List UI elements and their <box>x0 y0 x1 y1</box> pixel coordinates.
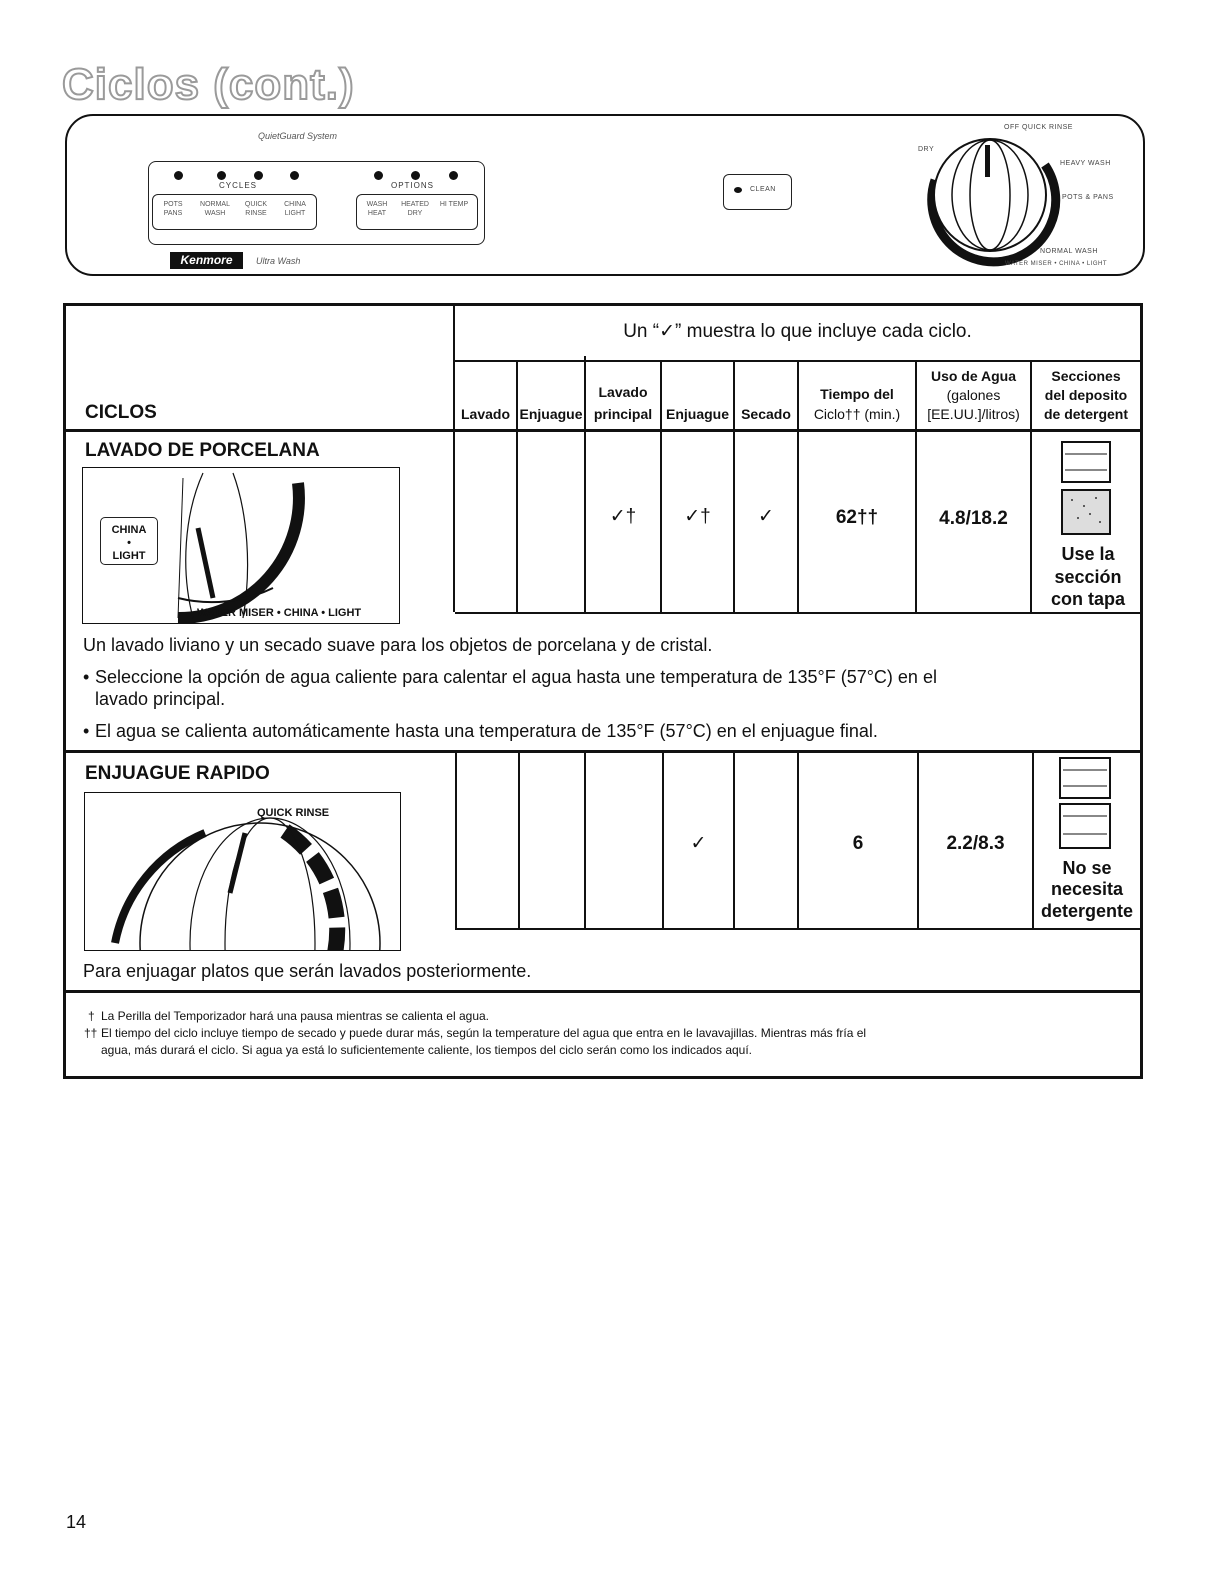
bullet-text: Seleccione la opción de agua caliente para calentar el agua hasta une temperatura de 135°F (57°C) en el <box>95 667 937 687</box>
page-number: 14 <box>66 1512 87 1532</box>
divider <box>516 360 518 612</box>
col-tiempo-1: Tiempo del <box>820 386 894 402</box>
cycles-label: CYCLES <box>219 181 258 190</box>
footnote-text: La Perilla del Temporizador hará una pausa mientras se calienta el agua. <box>101 1009 490 1023</box>
divider <box>66 429 1140 432</box>
divider <box>66 750 1140 753</box>
col-agua-2: (galones <box>946 387 1001 403</box>
divider <box>518 753 520 929</box>
dial-label-heavy: HEAVY WASH <box>1060 160 1111 167</box>
option-button: HEATED DRY <box>401 201 429 217</box>
detergent-label: sección <box>1054 567 1122 587</box>
ciclos-header: CICLOS <box>85 402 157 423</box>
footnote-mark: † <box>88 1009 95 1023</box>
divider <box>733 753 735 929</box>
dial-label-pots: POTS & PANS <box>1062 194 1114 201</box>
cycle-button: QUICK RINSE <box>244 201 268 217</box>
divider <box>453 305 455 612</box>
col-tiempo-2: Ciclo†† (min.) <box>813 406 901 422</box>
col-lavado-principal-1: Lavado <box>598 384 648 400</box>
row-description: Un lavado liviano y un secado suave para los objetos de porcelana y de cristal. <box>83 635 713 655</box>
check-lavado-principal: ✓† <box>609 506 637 527</box>
indicator-light <box>374 171 383 180</box>
col-lavado: Lavado <box>460 406 510 422</box>
option-button: HI TEMP <box>439 201 469 208</box>
col-agua-3: [EE.UU.]/litros) <box>927 406 1020 422</box>
clean-label: CLEAN <box>750 186 776 193</box>
indicator-light <box>290 171 299 180</box>
detergent-dispenser-icon <box>1058 756 1114 852</box>
col-secciones-1: Secciones <box>1051 368 1121 384</box>
col-secciones-3: de detergent <box>1043 406 1128 422</box>
indicator-light <box>411 171 420 180</box>
indicator-light <box>254 171 263 180</box>
divider <box>66 990 1140 993</box>
indicator-light <box>449 171 458 180</box>
button-text: LIGHT <box>112 550 146 562</box>
detergent-label: con tapa <box>1050 589 1125 609</box>
divider <box>733 360 735 612</box>
dial-label-water-miser: WATER MISER • CHINA • LIGHT <box>1005 261 1108 267</box>
option-button: WASH HEAT <box>366 201 388 217</box>
cycle-time: 6 <box>852 833 864 854</box>
divider <box>660 360 662 612</box>
indicator-light <box>217 171 226 180</box>
row-title: ENJUAGUE RAPIDO <box>85 763 270 784</box>
detergent-dispenser-icon <box>1060 440 1116 540</box>
model-label: Ultra Wash <box>256 256 301 266</box>
table-banner: Un “✓” muestra lo que incluye cada ciclo. <box>623 321 972 342</box>
footnote-text: agua, más durará el ciclo. Si agua ya está lo suficientemente caliente, los tiempos del ciclo serán como los indicados aquí. <box>101 1043 753 1057</box>
footnote-mark: †† <box>84 1026 98 1040</box>
image-caption: QUICK RINSE <box>257 807 330 819</box>
button-text: CHINA <box>111 524 147 536</box>
dial-label-top: OFF QUICK RINSE <box>1004 124 1073 131</box>
col-agua-1: Uso de Agua <box>930 368 1017 384</box>
options-label: OPTIONS <box>391 181 435 190</box>
col-enjuague-2: Enjuague <box>665 406 729 422</box>
system-label: QuietGuard System <box>258 131 338 141</box>
col-enjuague: Enjuague <box>519 406 583 422</box>
page-title: Ciclos (cont.) <box>62 60 355 109</box>
check-secado: ✓ <box>758 506 774 527</box>
bullet-text: El agua se calienta automáticamente hasta una temperatura de 135°F (57°C) en el enjuague final. <box>95 721 878 741</box>
china-light-button-icon <box>100 517 158 565</box>
detergent-label: detergente <box>1040 901 1134 921</box>
image-caption: WATER MISER • CHINA • LIGHT <box>197 607 362 619</box>
dial-label-normal: NORMAL WASH <box>1040 248 1098 255</box>
quick-rinse-dial-image <box>84 792 401 951</box>
dial-illustration-icon <box>85 793 400 950</box>
brand-logo: Kenmore <box>170 252 243 269</box>
indicator-light <box>174 171 183 180</box>
divider <box>455 612 1140 614</box>
divider <box>455 753 457 929</box>
divider <box>584 753 586 929</box>
col-secado: Secado <box>741 406 791 422</box>
col-secciones-2: del deposito <box>1044 387 1128 403</box>
footnote-text: El tiempo del ciclo incluye tiempo de secado y puede durar más, según la temperature del agua que entra en le lavavajillas. Mientras más fría el <box>101 1026 867 1040</box>
dial-label-dry: DRY <box>918 146 935 153</box>
cycle-time: 62†† <box>835 507 879 528</box>
cycle-button: NORMAL WASH <box>200 201 230 217</box>
water-usage: 4.8/18.2 <box>939 508 1008 529</box>
clean-light <box>734 187 742 193</box>
cycle-button: CHINA LIGHT <box>284 201 306 217</box>
cycle-button: POTS PANS <box>163 201 183 217</box>
detergent-label: necesita <box>1050 879 1124 899</box>
bullet-dot: • <box>83 667 90 687</box>
col-lavado-principal-2: principal <box>593 406 653 422</box>
bullet-dot: • <box>83 721 90 741</box>
divider <box>455 928 1140 930</box>
row-description: Para enjuagar platos que serán lavados posteriormente. <box>83 961 532 981</box>
detergent-label: No se <box>1062 858 1112 878</box>
row-title: LAVADO DE PORCELANA <box>85 440 320 461</box>
check-enjuague: ✓† <box>684 506 711 527</box>
bullet-text: lavado principal. <box>95 689 226 709</box>
button-text: • <box>127 537 131 549</box>
detergent-label: Use la <box>1061 544 1115 564</box>
water-usage: 2.2/8.3 <box>946 833 1005 854</box>
check-enjuague: ✓ <box>690 833 707 854</box>
